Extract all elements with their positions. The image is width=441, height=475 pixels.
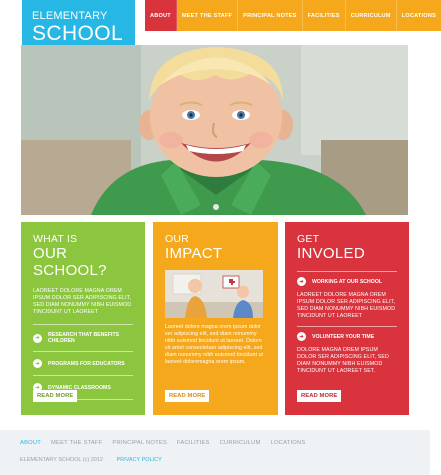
copyright-text: ELEMENTARY SCHOOL (c) 2012	[20, 457, 103, 463]
footer	[0, 430, 430, 475]
privacy-policy-link[interactable]: PRIVACY POLICY	[116, 457, 162, 463]
nav-item-about[interactable]: ABOUT	[145, 0, 177, 31]
arrow-circle-icon: ➜	[297, 332, 306, 341]
footer-link-curriculum[interactable]: CURRICULUM	[219, 440, 261, 446]
children-classroom-illustration	[165, 270, 263, 318]
list-item-label: PROGRAMS FOR EDUCATORS	[48, 360, 125, 367]
read-more-button[interactable]: READ MORE	[165, 390, 209, 402]
list-item-label: VOLUNTEER YOUR TIME	[312, 333, 375, 340]
nav-item-meet-the-staff[interactable]: MEET THE STAFF	[177, 0, 238, 31]
panel-heading-small: OUR	[165, 233, 189, 245]
panel-heading-large: INVOLED	[297, 245, 365, 262]
panel-text: Laoreet dolore magna orem ipsum dolor ser adipiscing elit, sed diam nonummy nibh euismod tincidunt ut laoreet. Dolore sit amet consectetuer adipiscing elit, sed diam nonummy nibh euismod tincidunt ut laoreet doloremagna orem ipsum.	[165, 324, 264, 365]
list-item[interactable]	[297, 271, 397, 291]
list-item[interactable]	[33, 324, 133, 351]
arrow-circle-icon: ➜	[33, 383, 42, 392]
panel-heading-large: OUR SCHOOL?	[33, 245, 107, 279]
list-item-label: DYNAMIC CLASSROOMS	[48, 384, 111, 391]
hero-child-illustration	[21, 45, 408, 215]
panel-text: DOLORE MAGNA OREM IPSUM DOLOR SER ADIPISCING ELIT, SED DIAM NONUMMY NIBH EUISMOD TINCIDUNT UT LAOREET SET.	[297, 347, 389, 374]
nav-item-locations[interactable]: LOCATIONS	[397, 0, 441, 31]
footer-link-about[interactable]: ABOUT	[20, 440, 41, 446]
footer-link-facilities[interactable]: FACILITIES	[176, 440, 210, 446]
involved-list	[297, 271, 397, 375]
footer-link-locations[interactable]: LOCATIONS	[270, 440, 306, 446]
read-more-button[interactable]: READ MORE	[33, 390, 77, 402]
panel-text: LAOREET DOLORE MAGNA OREM IPSUM DOLOR SER ADIPISCING ELIT, SED DIAM NONUMMY NIBH EUISMOD TINCIDUNT UT LAOREET	[33, 288, 132, 315]
school-links-list	[33, 324, 133, 400]
footer-nav	[20, 440, 315, 446]
list-item[interactable]	[297, 326, 397, 346]
nav-item-curriculum[interactable]: CURRICULUM	[346, 0, 397, 31]
panel-text: LAOREET DOLORE MAGNA OREM IPSUM DOLOR SER ADIPISCING ELIT, SED DIAM NONUMMY NIBH EUISMOD TINCIDUNT UT LAOREET	[297, 292, 396, 319]
main-nav	[145, 0, 441, 31]
our-impact-panel	[153, 222, 278, 415]
impact-photo	[165, 270, 263, 318]
panel-heading-large: IMPACT	[165, 245, 223, 262]
list-item[interactable]	[33, 351, 133, 375]
footer-link-meet-the-staff[interactable]: MEET THE STAFF	[50, 440, 103, 446]
nav-item-principal-notes[interactable]: PRINCIPAL NOTES	[238, 0, 302, 31]
copyright	[20, 457, 162, 463]
get-involved-panel	[285, 222, 409, 415]
arrow-circle-icon: ➜	[33, 334, 42, 343]
panel-heading-small: WHAT IS	[33, 233, 78, 245]
hero-image	[21, 45, 408, 215]
footer-link-principal-notes[interactable]: PRINCIPAL NOTES	[112, 440, 167, 446]
arrow-circle-icon: ➜	[297, 277, 306, 286]
list-item-label: RESEARCH THAT BENEFITS CHILDREN	[48, 332, 120, 344]
logo-line1: ELEMENTARY	[32, 10, 108, 22]
what-is-our-school-panel	[21, 222, 145, 415]
arrow-circle-icon: ➜	[33, 359, 42, 368]
nav-item-facilities[interactable]: FACILITIES	[303, 0, 346, 31]
logo-line2: SCHOOL	[32, 22, 124, 45]
read-more-button[interactable]: READ MORE	[297, 390, 341, 402]
list-item-label: WORKING AT OUR SCHOOL	[312, 278, 383, 285]
panel-heading-small: GET	[297, 233, 320, 245]
